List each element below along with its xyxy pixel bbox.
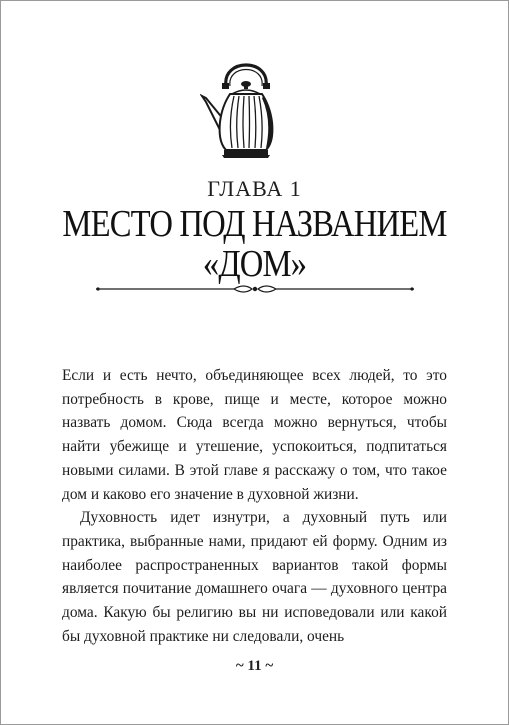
ornament-divider-icon (94, 282, 416, 296)
page-number: ~ 11 ~ (235, 658, 274, 674)
paragraph-2: Духовность идет изнутри, а духовный путь или практика, выбранные нами, придают ей форму. Одним из наиболее распространенных вариантов такой формы является почитание домашнего очага — духовного центра дома. Какую бы религию вы ни исповедовали или какой бы духовной практике ни следовали, очень (62, 509, 447, 645)
body-text (62, 364, 447, 648)
kettle-icon (200, 50, 292, 162)
chapter-title-line-1: МЕСТО ПОД НАЗВАНИЕМ (62, 203, 447, 245)
chapter-label: ГЛАВА 1 (207, 176, 302, 201)
paragraph-1: Если и есть нечто, объединяющее всех людей, то это потребность в крове, пище и месте, которое можно назвать домом. Сюда всегда можно вернуться, чтобы найти убежище и утешение, успокоиться, подпитаться новыми силами. В этой главе я расскажу о том, что такое дом и каково его значение в духовной жизни. (62, 367, 447, 503)
chapter-title (36, 204, 474, 284)
chapter-title-line-2: «ДОМ» (202, 243, 307, 285)
